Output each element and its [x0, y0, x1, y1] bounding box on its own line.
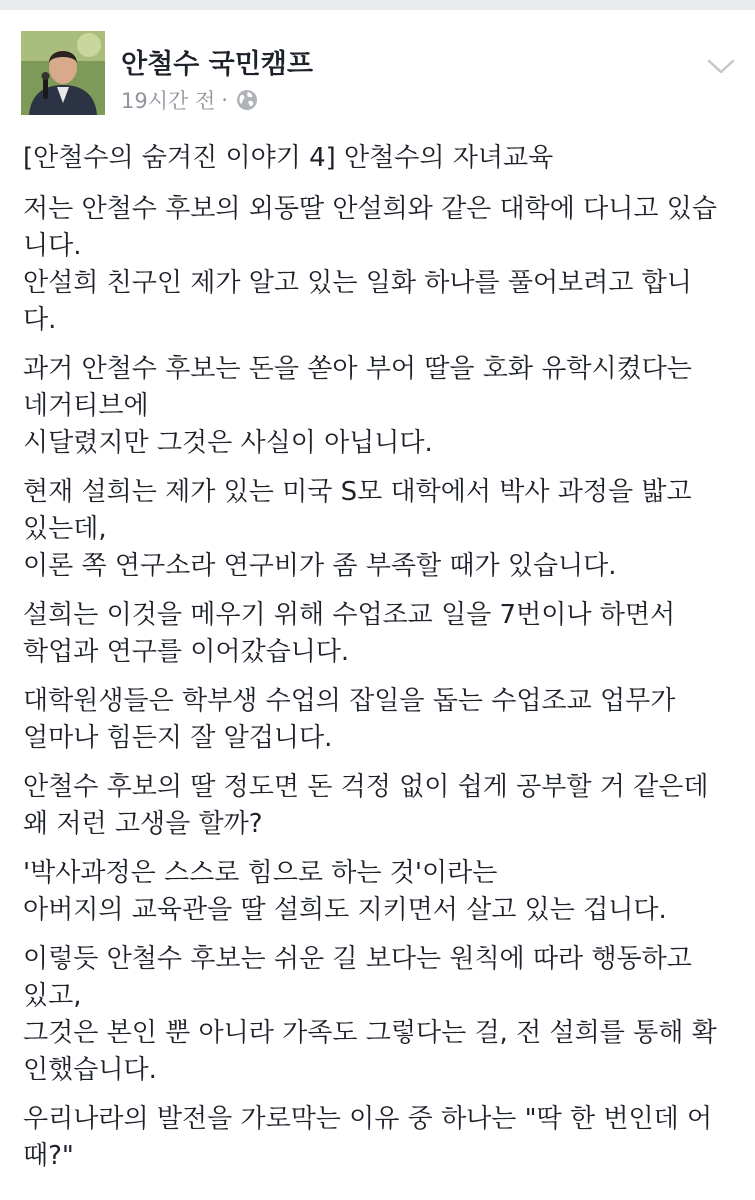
- meta-separator: ·: [221, 88, 228, 112]
- text-line: 학업과 연구를 이어갔습니다.: [23, 637, 350, 667]
- post-paragraph: [23, 855, 743, 929]
- facebook-post: [0, 10, 755, 1200]
- text-line: 안설희 친구인 제가 알고 있는 일화 하나를 풀어보려고 합니: [23, 268, 692, 298]
- text-line: 이렇듯 안철수 후보는 쉬운 길 보다는 원칙에 따라 행동하고: [23, 944, 692, 974]
- post-meta: [121, 86, 258, 114]
- text-line: 이론 쪽 연구소라 연구비가 좀 부족할 때가 있습니다.: [23, 551, 617, 581]
- text-line: '박사과정은 스스로 힘으로 하는 것'이라는: [23, 858, 498, 888]
- text-line: 우리나라의 발전을 가로막는 이유 중 하나는 "딱 한 번인데 어: [23, 1104, 713, 1134]
- text-line: 다.: [23, 305, 57, 335]
- post-paragraph: [23, 769, 743, 843]
- text-line: 설희는 이것을 메우기 위해 수업조교 일을 7번이나 하면서: [23, 600, 676, 630]
- text-line: 대학원생들은 학부생 수업의 잡일을 돕는 수업조교 업무가: [23, 686, 676, 716]
- post-paragraph: [23, 351, 743, 462]
- text-line: 과거 안철수 후보는 돈을 쏟아 부어 딸을 호화 유학시켰다는: [23, 354, 692, 384]
- text-line: [안철수의 숨겨진 이야기 4] 안철수의 자녀교육: [23, 143, 554, 173]
- post-paragraph: [23, 597, 743, 671]
- text-line: 있는데,: [23, 514, 107, 544]
- author-name[interactable]: 안철수 국민캠프: [121, 49, 313, 80]
- avatar[interactable]: [21, 31, 105, 115]
- text-line: 아버지의 교육관을 딸 설희도 지키면서 살고 있는 겁니다.: [23, 895, 667, 925]
- text-line: 현재 설희는 제가 있는 미국 S모 대학에서 박사 과정을 밟고: [23, 477, 692, 507]
- text-line: 인했습니다.: [23, 1055, 157, 1085]
- text-line: 때?": [23, 1141, 74, 1171]
- post-paragraph: [23, 941, 743, 1089]
- text-line: 네거티브에: [23, 391, 149, 421]
- globe-icon: [236, 89, 258, 111]
- post-paragraph: [23, 1101, 743, 1175]
- text-line: 시달렸지만 그것은 사실이 아닙니다.: [23, 428, 433, 458]
- post-header: [0, 10, 755, 113]
- text-line: 있고,: [23, 981, 82, 1011]
- feed-background-strip: [0, 0, 755, 10]
- text-line: 니다.: [23, 231, 82, 261]
- text-line: 저는 안철수 후보의 외동딸 안설희와 같은 대학에 다니고 있습: [23, 194, 718, 224]
- chevron-down-icon[interactable]: [706, 56, 736, 78]
- text-line: 안철수 후보의 딸 정도면 돈 걱정 없이 쉽게 공부할 거 같은데: [23, 772, 709, 802]
- text-line: 얼마나 힘든지 잘 알겁니다.: [23, 723, 333, 753]
- post-paragraph: [23, 140, 743, 177]
- post-paragraph: [23, 683, 743, 757]
- text-line: 왜 저런 고생을 할까?: [23, 809, 263, 839]
- post-paragraph: [23, 191, 743, 339]
- post-timestamp[interactable]: 19시간 전: [121, 89, 216, 113]
- post-body: [23, 140, 743, 1187]
- post-paragraph: [23, 474, 743, 585]
- text-line: 그것은 본인 뿐 아니라 가족도 그렇다는 걸, 전 설희를 통해 확: [23, 1018, 717, 1048]
- avatar-photo: [21, 31, 105, 115]
